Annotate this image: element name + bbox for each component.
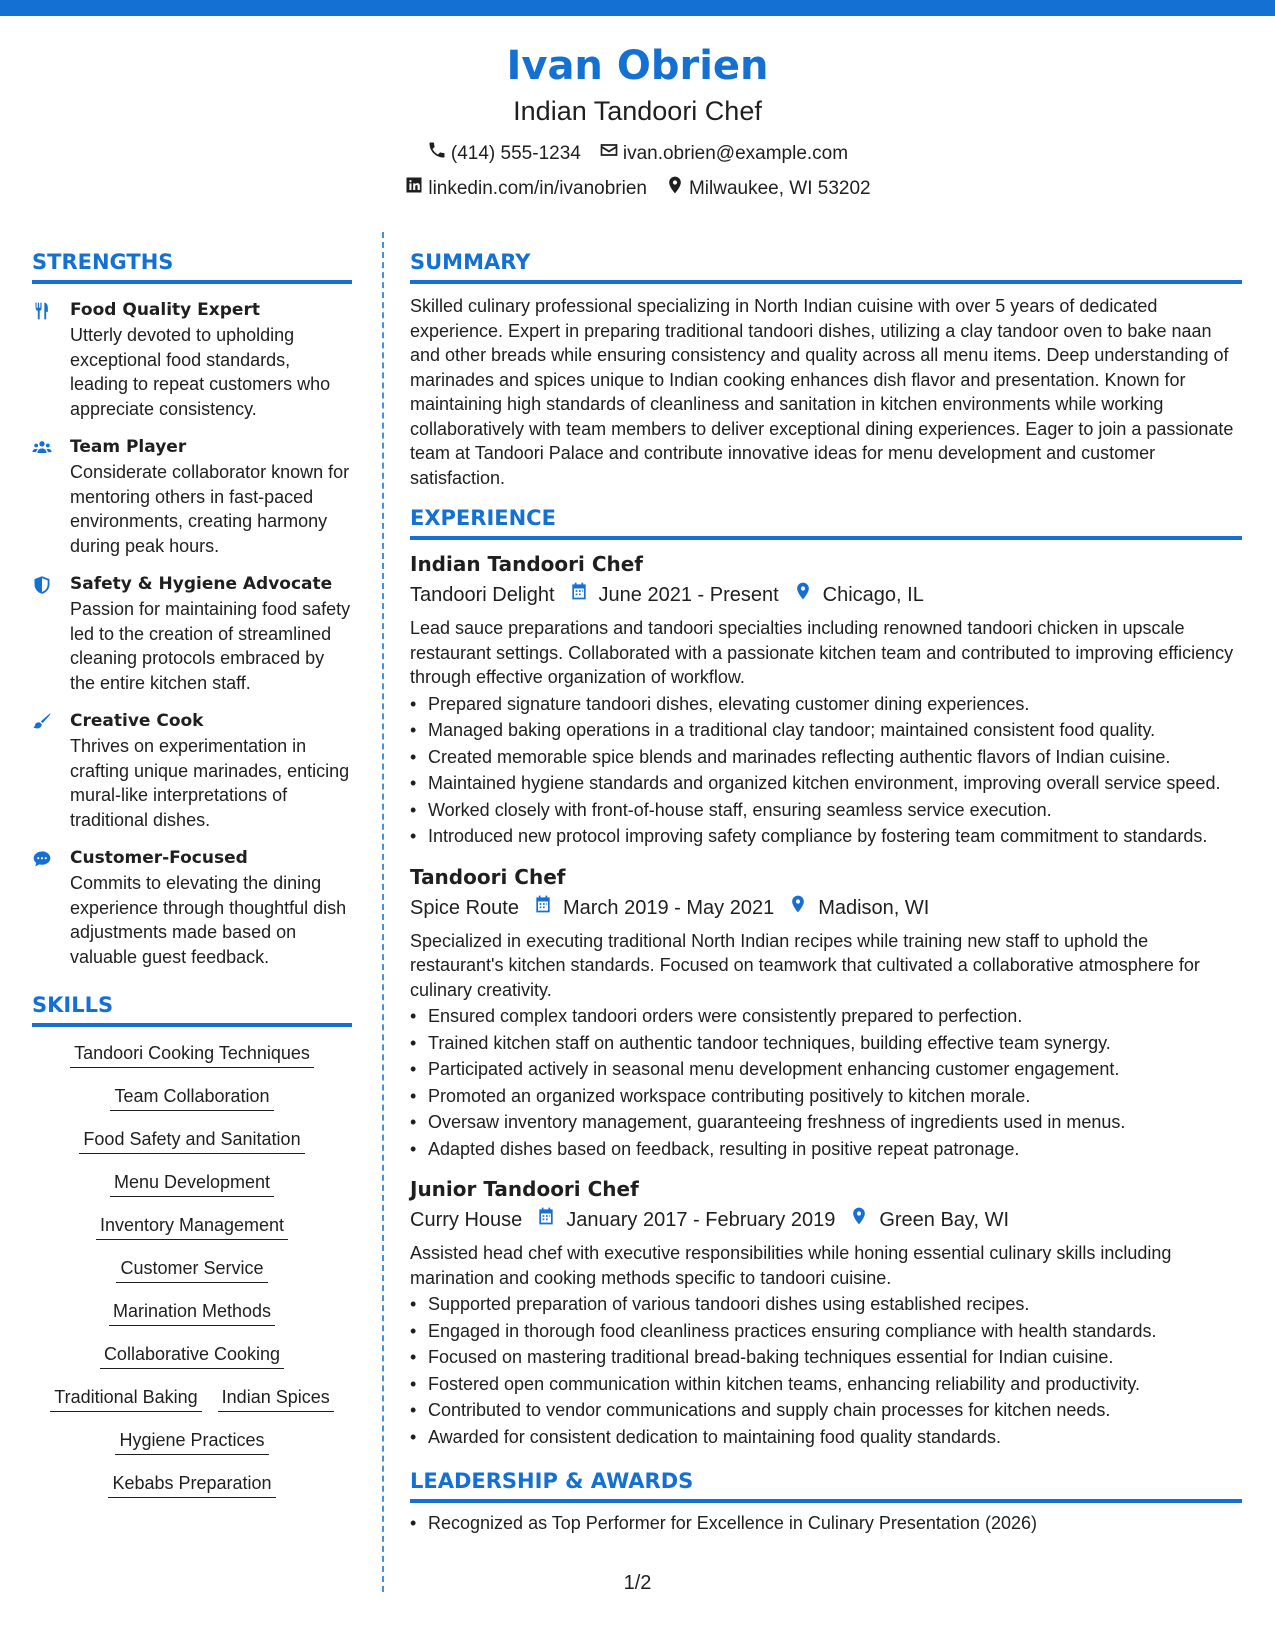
location-contact xyxy=(665,175,871,202)
skill-tag: Customer Service xyxy=(116,1256,267,1283)
list-item: • Recognized as Top Performer for Excellence in Culinary Presentation (2026) xyxy=(410,1511,1242,1536)
job-dates: June 2021 - Present xyxy=(598,584,779,606)
chat-bubble-icon xyxy=(32,856,52,873)
job-location: Chicago, IL xyxy=(822,584,924,606)
users-icon xyxy=(32,445,52,462)
strength-desc: Utterly devoted to upholding exceptional food standards, leading to repeat customers who appreciate consistency. xyxy=(70,325,331,419)
experience-heading: EXPERIENCE xyxy=(410,504,1242,540)
job-description: Specialized in executing traditional North Indian recipes while training new staff to uphold the restaurant's kitchen standards. Focused on teamwork that cultivated a collaborative atmosphere for culinary creativity. xyxy=(410,930,1200,1000)
strength-item xyxy=(32,846,352,969)
list-item: • Awarded for consistent dedication to maintaining food quality standards. xyxy=(410,1425,1242,1450)
list-item: • Maintained hygiene standards and organized kitchen environment, improving overall service speed. xyxy=(410,771,1242,796)
job-bullets xyxy=(410,1292,1242,1449)
job-bullets xyxy=(410,692,1242,849)
skill-tag: Kebabs Preparation xyxy=(108,1471,275,1498)
map-pin-icon xyxy=(779,580,823,610)
calendar-icon xyxy=(519,893,563,923)
summary-text: Skilled culinary professional specializing in North Indian cuisine with over 5 years of dedicated experience. Expert in preparing traditional tandoori dishes, utilizing a clay tandoor oven to bake naan and other breads while ensuring consistency and quality across all menu items. Deep understanding of marinades and spices unique to Indian cooking enhances dish flavor and presentation. Known for maintaining high standards of cleanliness and sanitation in kitchen environments while working collaboratively with team members to deliver exceptional dining experiences. Eager to join a passionate team at Tandoori Palace and contribute innovative ideas for menu development and customer satisfaction. xyxy=(410,296,1234,488)
strength-item xyxy=(32,709,352,832)
skill-tag: Tandoori Cooking Techniques xyxy=(70,1041,314,1068)
job-meta xyxy=(410,1205,1242,1235)
strength-title: Team Player xyxy=(70,437,187,457)
resume-header xyxy=(0,40,1275,202)
company-name: Spice Route xyxy=(410,896,519,919)
list-item: • Participated actively in seasonal menu development enhancing customer engagement. xyxy=(410,1057,1242,1082)
column-divider xyxy=(382,232,384,1592)
linkedin-url[interactable]: linkedin.com/in/ivanobrien xyxy=(428,177,647,199)
calendar-icon xyxy=(555,580,599,610)
email-address[interactable]: ivan.obrien@example.com xyxy=(622,142,849,164)
skill-tag: Food Safety and Sanitation xyxy=(79,1127,304,1154)
strength-desc: Thrives on experimentation in crafting unique marinades, enticing mural-like interpretations of traditional dishes. xyxy=(70,736,350,830)
company-name: Curry House xyxy=(410,1209,523,1231)
list-item: • Adapted dishes based on feedback, resulting in positive repeat patronage. xyxy=(410,1137,1242,1162)
skill-tag: Menu Development xyxy=(110,1170,274,1197)
email-contact[interactable] xyxy=(599,140,848,167)
job-location: Madison, WI xyxy=(818,896,930,919)
strength-item xyxy=(32,572,352,695)
list-item: • Introduced new protocol improving safety compliance by fostering team commitment to standards. xyxy=(410,824,1242,849)
strength-title: Creative Cook xyxy=(70,711,204,731)
list-item: • Focused on mastering traditional bread-baking techniques essential for Indian cuisine. xyxy=(410,1345,1242,1370)
list-item: • Created memorable spice blends and marinades reflecting authentic flavors of Indian cuisine. xyxy=(410,745,1242,770)
map-pin-icon xyxy=(665,175,685,202)
job-location: Green Bay, WI xyxy=(879,1209,1009,1231)
list-item: • Trained kitchen staff on authentic tandoor techniques, building effective team synergy. xyxy=(410,1031,1242,1056)
leadership-heading: LEADERSHIP & AWARDS xyxy=(410,1467,1242,1503)
list-item: • Oversaw inventory management, guaranteeing freshness of ingredients used in menus. xyxy=(410,1110,1242,1135)
right-column xyxy=(410,248,1242,1536)
job-title: Junior Tandoori Chef xyxy=(410,1177,639,1201)
list-item: • Supported preparation of various tandoori dishes using established recipes. xyxy=(410,1292,1242,1317)
linkedin-icon xyxy=(404,175,424,202)
job-bullets xyxy=(410,1004,1242,1161)
job-dates: March 2019 - May 2021 xyxy=(562,896,775,919)
strength-item xyxy=(32,298,352,421)
skill-tag: Inventory Management xyxy=(96,1213,288,1240)
contact-row-1 xyxy=(0,140,1275,167)
summary-heading: SUMMARY xyxy=(410,248,1242,284)
strength-title: Food Quality Expert xyxy=(70,300,260,320)
list-item: • Engaged in thorough food cleanliness practices ensuring compliance with health standards. xyxy=(410,1319,1242,1344)
map-pin-icon xyxy=(774,893,818,923)
skills-heading: SKILLS xyxy=(32,991,352,1027)
phone-number: (414) 555-1234 xyxy=(450,142,581,164)
company-name: Tandoori Delight xyxy=(410,584,555,606)
page-number: 1/2 xyxy=(623,1572,652,1594)
strengths-heading: STRENGTHS xyxy=(32,248,352,284)
top-accent-bar xyxy=(0,0,1275,16)
map-pin-icon xyxy=(835,1205,879,1235)
envelope-icon xyxy=(599,140,619,167)
job-description: Assisted head chef with executive responsibilities while honing essential culinary skills including marination and cooking methods specific to tandoori cuisine. xyxy=(410,1243,1172,1288)
contact-row-2 xyxy=(0,175,1275,202)
list-item: • Fostered open communication within kitchen teams, enhancing reliability and productivity. xyxy=(410,1372,1242,1397)
phone-icon xyxy=(427,140,447,167)
list-item: • Ensured complex tandoori orders were consistently prepared to perfection. xyxy=(410,1004,1242,1029)
left-column xyxy=(32,248,352,1514)
strength-title: Customer-Focused xyxy=(70,848,248,868)
strength-desc: Commits to elevating the dining experience through thoughtful dish adjustments made based on valuable guest feedback. xyxy=(70,873,347,967)
candidate-name: Ivan Obrien xyxy=(506,43,769,89)
strength-desc: Passion for maintaining food safety led to the creation of streamlined cleaning protocols embraced by the entire kitchen staff. xyxy=(70,599,351,693)
list-item: • Contributed to vendor communications and supply chain processes for kitchen needs. xyxy=(410,1398,1242,1423)
skills-list xyxy=(32,1041,352,1514)
job-meta xyxy=(410,580,1242,610)
job-entry xyxy=(410,550,1242,849)
strength-item xyxy=(32,435,352,558)
job-title: Tandoori Chef xyxy=(410,864,566,889)
calendar-icon xyxy=(522,1205,566,1235)
skill-tag: Team Collaboration xyxy=(110,1084,273,1111)
skill-tag: Hygiene Practices xyxy=(115,1428,268,1455)
job-dates: January 2017 - February 2019 xyxy=(566,1209,836,1231)
skill-tag: Collaborative Cooking xyxy=(100,1342,284,1369)
job-entry xyxy=(410,863,1242,1162)
job-entry xyxy=(410,1175,1242,1449)
list-item: • Promoted an organized workspace contributing positively to kitchen morale. xyxy=(410,1084,1242,1109)
list-item: • Managed baking operations in a traditional clay tandoor; maintained consistent food quality. xyxy=(410,718,1242,743)
strength-title: Safety & Hygiene Advocate xyxy=(70,574,333,594)
strength-desc: Considerate collaborator known for mentoring others in fast-paced environments, creating harmony during peak hours. xyxy=(70,462,350,556)
list-item: • Prepared signature tandoori dishes, elevating customer dining experiences. xyxy=(410,692,1242,717)
job-description: Lead sauce preparations and tandoori specialties including renowned tandoori chicken in upscale restaurant settings. Collaborated with a passionate kitchen team and contributed to improving efficiency through effective organization of workflow. xyxy=(410,618,1234,687)
job-title: Indian Tandoori Chef xyxy=(410,552,644,576)
paintbrush-icon xyxy=(32,719,52,736)
job-meta xyxy=(410,893,1242,923)
linkedin-contact[interactable] xyxy=(404,175,647,202)
skill-tag: Traditional Baking xyxy=(50,1385,201,1412)
location-text: Milwaukee, WI 53202 xyxy=(688,177,871,199)
candidate-title: Indian Tandoori Chef xyxy=(513,96,762,126)
shield-icon xyxy=(32,582,52,599)
list-item: • Worked closely with front-of-house staff, ensuring seamless service execution. xyxy=(410,798,1242,823)
utensils-icon xyxy=(32,308,52,325)
skill-tag: Marination Methods xyxy=(109,1299,275,1326)
phone-contact xyxy=(427,140,581,167)
skill-tag: Indian Spices xyxy=(218,1385,334,1412)
leadership-list xyxy=(410,1511,1242,1536)
